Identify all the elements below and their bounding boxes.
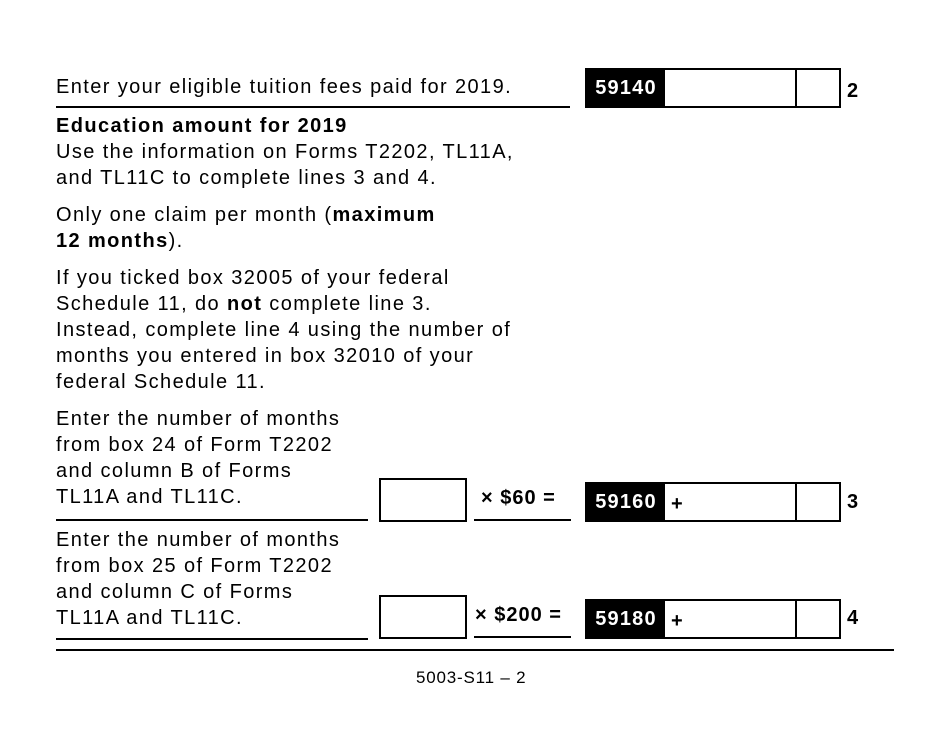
field-code-59140: 59140 [587,70,665,106]
education-heading: Education amount for 2019 [56,115,348,137]
field-code-59160: 59160 [587,484,665,520]
schedule-note-line-3: Instead, complete line 4 using the number of [56,319,512,341]
line4-label-4: TL11A and TL11C. [56,607,243,629]
line3-label-underline [56,519,368,521]
line4-label-2: from box 25 of Form T2202 [56,555,333,577]
education-intro-line-1: Use the information on Forms T2202, TL11A, [56,141,514,163]
line3-multiplier-underline [474,519,571,521]
plus-sign: + [671,493,683,515]
line4-months-input[interactable] [379,595,467,639]
education-intro-line-2: and TL11C to complete lines 3 and 4. [56,167,437,189]
line3-label-4: TL11A and TL11C. [56,486,243,508]
page-footer: 5003-S11 – 2 [416,668,527,687]
schedule-note-line-5: federal Schedule 11. [56,371,266,393]
schedule-note-text-end: complete line 3. [262,293,432,315]
line4-label-1: Enter the number of months [56,529,341,551]
schedule-note-line-4: months you entered in box 32010 of your [56,345,475,367]
cents-field[interactable] [795,601,839,637]
line3-multiplier: × $60 = [481,487,556,509]
line-number-3: 3 [847,491,859,513]
schedule-note-line-1: If you ticked box 32005 of your federal [56,267,450,289]
line3-label-3: and column B of Forms [56,460,293,482]
line3-label-2: from box 24 of Form T2202 [56,434,333,456]
line3-months-input[interactable] [379,478,467,522]
line3-label-1: Enter the number of months [56,408,341,430]
section-bottom-rule [56,649,894,651]
claim-note-bold-2: 12 months [56,230,169,252]
cents-field[interactable] [795,484,839,520]
schedule-note-text: Schedule 11, do [56,293,228,315]
line-number-2: 2 [847,80,859,102]
tuition-fees-label: Enter your eligible tuition fees paid for 2019. [56,76,513,98]
claim-note-bold: maximum [332,204,436,226]
line4-multiplier-underline [474,636,571,638]
line-number-4: 4 [847,607,859,629]
tuition-fees-amount-field[interactable] [585,68,841,108]
claim-note-text: Only one claim per month ( [56,204,333,226]
line3-amount-field[interactable] [585,482,841,522]
schedule-note-line-2 [56,291,432,317]
claim-note-line-1 [56,202,436,228]
line4-multiplier: × $200 = [475,604,562,626]
claim-note-end: ). [168,230,184,252]
line4-label-underline [56,638,368,640]
line4-label-3: and column C of Forms [56,581,294,603]
tuition-fees-underline [56,106,570,108]
schedule-note-bold: not [227,293,263,315]
claim-note-line-2 [56,228,184,254]
line4-amount-field[interactable] [585,599,841,639]
plus-sign: + [671,610,683,632]
cents-field[interactable] [795,70,839,106]
field-code-59180: 59180 [587,601,665,637]
